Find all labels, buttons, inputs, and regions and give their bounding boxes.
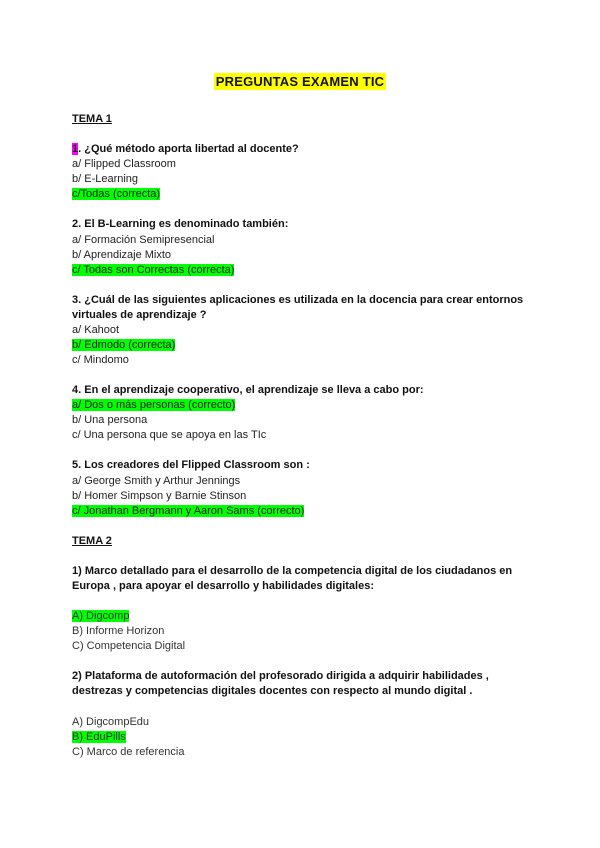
document-title	[0, 73, 600, 91]
answer-option-text: b/ E-Learning	[72, 173, 139, 186]
answer-option-correct	[72, 609, 532, 624]
question-label: 5. Los creadores del Flipped Classroom son :	[72, 459, 310, 472]
section-heading: TEMA 1	[72, 113, 112, 125]
blank-line	[72, 549, 532, 564]
document-body	[72, 112, 532, 760]
answer-option-correct	[72, 398, 532, 413]
answer-option-text: b/ Una persona	[72, 414, 148, 427]
answer-option-text: a/ Formación Semipresencial	[72, 233, 215, 246]
question-label: 3. ¿Cuál de las siguientes aplicaciones es utilizada en la docencia para crear entornos virtuales de aprendizaje ?	[72, 293, 527, 321]
answer-option-correct	[72, 187, 532, 202]
answer-option-correct	[72, 504, 532, 519]
answer-option-text: a/ George Smith y Arthur Jennings	[72, 474, 241, 487]
question-text	[72, 458, 532, 473]
answer-option-text: c/ Jonathan Bergmann y Aaron Sams (correcto)	[72, 504, 305, 517]
answer-option-text: B) Informe Horizon	[72, 625, 165, 638]
blank-line	[72, 202, 532, 217]
answer-option-text: A) DigcompEdu	[72, 715, 150, 728]
answer-option	[72, 248, 532, 263]
answer-option-text: b/ Edmodo (correcta)	[72, 338, 176, 351]
question-number: 1	[72, 143, 79, 156]
blank-line	[72, 368, 532, 383]
answer-option	[72, 474, 532, 489]
blank-line	[72, 699, 532, 714]
blank-line	[72, 654, 532, 669]
answer-option	[72, 489, 532, 504]
answer-option	[72, 233, 532, 248]
question-label: 2) Plataforma de autoformación del profesorado dirigida a adquirir habilidades , destrezas y competencias digitales docentes con respecto al mundo digital .	[72, 670, 492, 698]
answer-option	[72, 428, 532, 443]
question-text	[72, 383, 532, 398]
question-label: . ¿Qué método aporta libertad al docente?	[78, 143, 299, 156]
blank-line	[72, 127, 532, 142]
answer-option-text: c/ Todas son Correctas (correcta)	[72, 263, 235, 276]
answer-option	[72, 624, 532, 639]
answer-option	[72, 353, 532, 368]
question-text	[72, 293, 532, 323]
answer-option	[72, 323, 532, 338]
answer-option-text: c/Todas (correcta)	[72, 188, 161, 201]
section-heading: TEMA 2	[72, 534, 112, 547]
document-title-text: PREGUNTAS EXAMEN TIC	[215, 74, 385, 89]
question-text	[72, 217, 532, 232]
answer-option	[72, 745, 532, 760]
question-label: 4. En el aprendizaje cooperativo, el aprendizaje se lleva a cabo por:	[72, 384, 424, 397]
answer-option	[72, 715, 532, 730]
question-text	[72, 669, 532, 699]
answer-option-text: B) EduPills	[72, 730, 126, 743]
answer-option-text: c/ Mindomo	[72, 354, 129, 366]
blank-line	[72, 594, 532, 609]
answer-option	[72, 639, 532, 654]
question-text	[72, 564, 532, 594]
blank-line	[72, 519, 532, 534]
answer-option-correct	[72, 338, 532, 353]
answer-option-text: a/ Dos o más personas (correcto)	[72, 399, 236, 412]
answer-option-text: C) Marco de referencia	[72, 745, 185, 758]
answer-option-text: b/ Homer Simpson y Barnie Stinson	[72, 489, 247, 502]
answer-option	[72, 172, 532, 187]
answer-option	[72, 413, 532, 428]
answer-option-text: a/ Flipped Classroom	[72, 158, 176, 171]
answer-option-text: A) Digcomp	[72, 610, 130, 623]
answer-option	[72, 157, 532, 172]
question-label: 1) Marco detallado para el desarrollo de la competencia digital de los ciudadanos en Europa , para apoyar el desarrollo y habilidades digitales:	[72, 564, 516, 592]
answer-option-text: b/ Aprendizaje Mixto	[72, 248, 172, 261]
answer-option-correct	[72, 263, 532, 278]
blank-line	[72, 278, 532, 293]
answer-option-text: a/ Kahoot	[72, 323, 120, 336]
question-text	[72, 142, 532, 157]
blank-line	[72, 443, 532, 458]
answer-option-text: c/ Una persona que se apoya en las TIc	[72, 429, 267, 442]
answer-option-text: C) Competencia Digital	[72, 640, 186, 653]
answer-option-correct	[72, 730, 532, 745]
question-label: 2. El B-Learning es denominado también:	[72, 218, 289, 231]
